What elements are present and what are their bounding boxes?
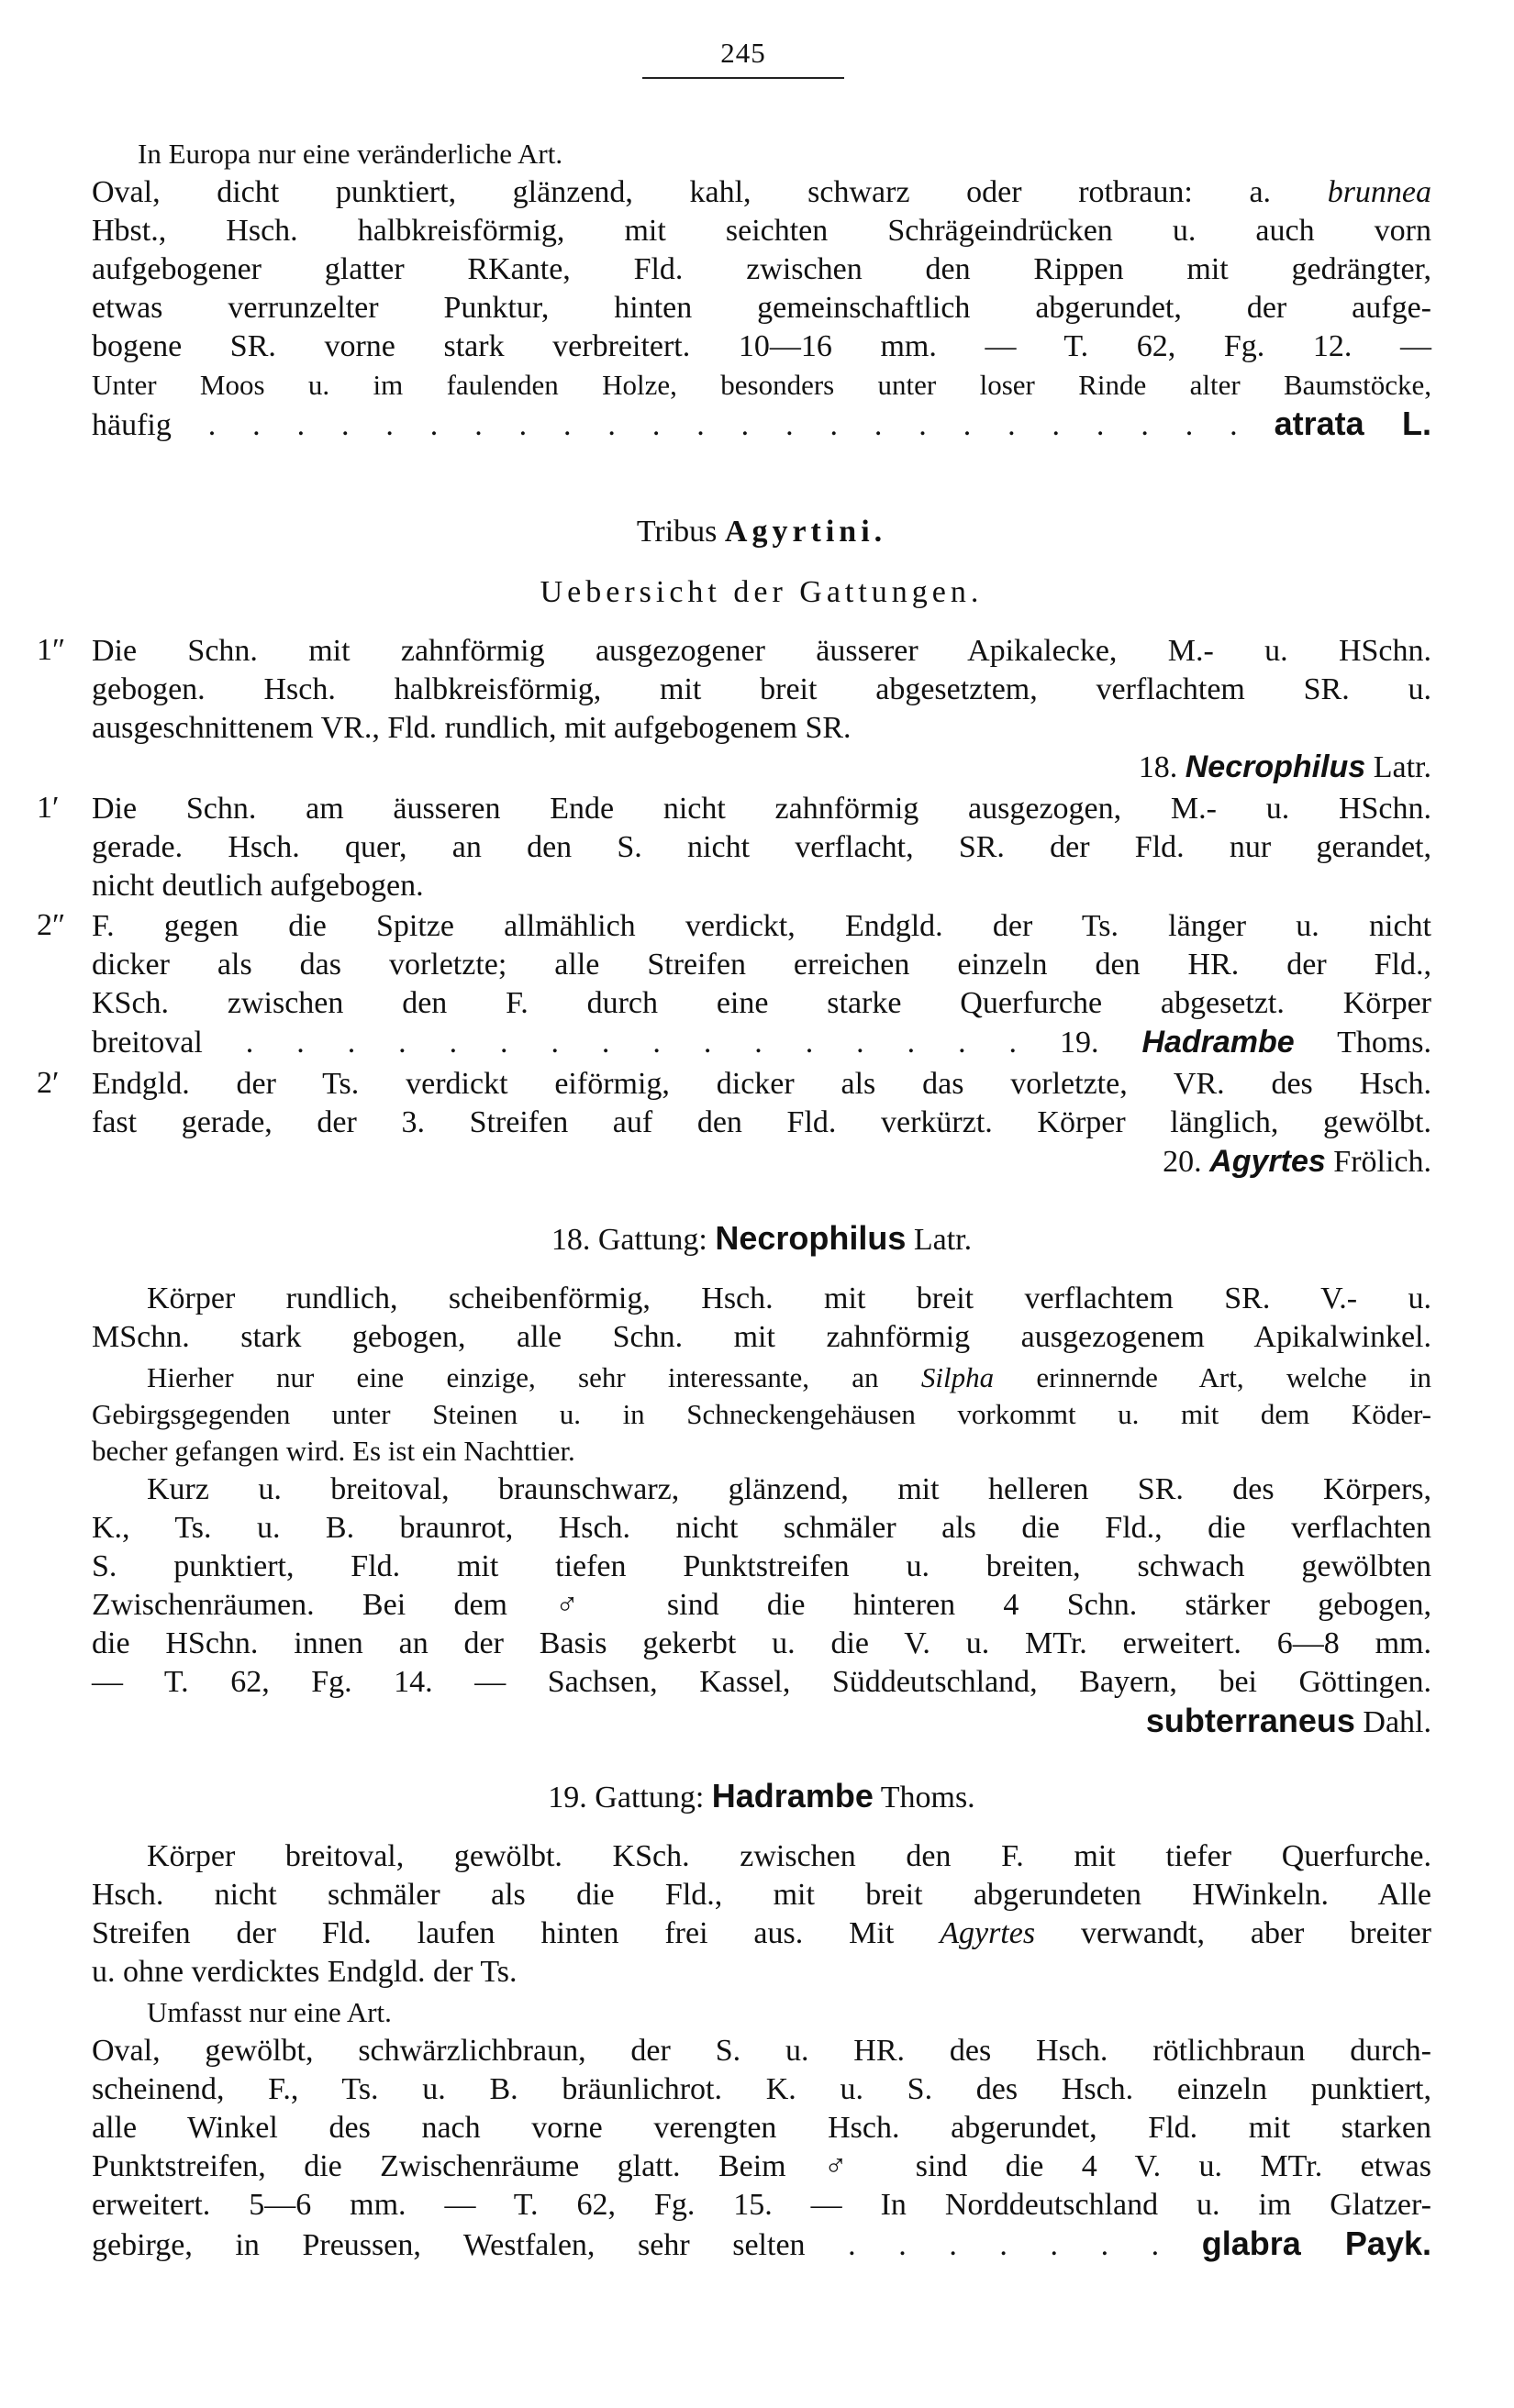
text-line: Körper rundlich, scheibenförmig, Hsch. mit breit verflachtem SR. V.- u. — [147, 1282, 1431, 1315]
text-line: etwas verrunzelter Punktur, hinten gemeinschaftlich abgerundet, der aufge- — [92, 291, 1431, 325]
page-number: 245 — [642, 37, 844, 79]
key-line: gerade. Hsch. quer, an den S. nicht verflacht, SR. der Fld. nur gerandet, — [92, 830, 1431, 864]
key-number: 2′ — [37, 1066, 60, 1100]
text-line: Hsch. nicht schmäler als die Fld., mit breit abgerundeten HWinkeln. Alle — [92, 1878, 1431, 1912]
text-line: aufgebogener glatter RKante, Fld. zwischen den Rippen mit gedrängter, — [92, 252, 1431, 286]
text-line: MSchn. stark gebogen, alle Schn. mit zahnförmig ausgezogenem Apikalwinkel. — [92, 1320, 1431, 1354]
genus-heading: 18. Gattung: Necrophilus Latr. — [551, 1219, 973, 1257]
text-line: — T. 62, Fg. 14. — Sachsen, Kassel, Süddeutschland, Bayern, bei Göttingen. — [92, 1665, 1431, 1699]
text-line: Oval, dicht punktiert, glänzend, kahl, schwarz oder rotbraun: a. brunnea — [92, 175, 1432, 209]
key-line: fast gerade, der 3. Streifen auf den Fld. verkürzt. Körper länglich, gewölbt. — [92, 1105, 1431, 1139]
key-line: nicht deutlich aufgebogen. — [92, 869, 424, 903]
text-line: Hbst., Hsch. halbkreisförmig, mit seichten Schrägeindrücken u. auch vorn — [92, 214, 1431, 248]
text-line: Umfasst nur eine Art. — [147, 1996, 392, 2028]
key-line: Endgld. der Ts. verdickt eiförmig, dicker als das vorletzte, VR. des Hsch. — [92, 1067, 1431, 1101]
key-line: Die Schn. am äusseren Ende nicht zahnförmig ausgezogen, M.- u. HSchn. — [92, 792, 1431, 826]
text-line: erweitert. 5—6 mm. — T. 62, Fg. 15. — In Norddeutschland u. im Glatzer- — [92, 2188, 1431, 2222]
species-name: subterraneus — [1145, 1702, 1355, 1739]
key-line: KSch. zwischen den F. durch eine starke Querfurche abgesetzt. Körper — [92, 986, 1431, 1020]
text-line: In Europa nur eine veränderliche Art. — [138, 138, 563, 170]
genus-heading: 19. Gattung: Hadrambe Thoms. — [548, 1777, 975, 1814]
species-line: häufig . . . . . . . . . . . . . . . . . . . . . . . . atrata L. — [92, 405, 1432, 442]
text-line: scheinend, F., Ts. u. B. bräunlichrot. K. u. S. des Hsch. einzeln punktiert, — [92, 2072, 1431, 2106]
species-name: atrata L. — [1274, 405, 1432, 442]
key-number: 2″ — [37, 908, 66, 942]
text-line: alle Winkel des nach vorne verengten Hsch. abgerundet, Fld. mit starken — [92, 2111, 1431, 2145]
tribus-heading: Tribus Agyrtini. — [636, 515, 887, 549]
key-line: dicker als das vorletzte; alle Streifen erreichen einzeln den HR. der Fld., — [92, 948, 1431, 982]
text-line: K., Ts. u. B. braunrot, Hsch. nicht schmäler als die Fld., die verflachten — [92, 1511, 1431, 1545]
key-result: 18. Necrophilus Latr. — [1138, 749, 1431, 784]
key-result: breitoval . . . . . . . . . . . . . . . . 19. Hadrambe Thoms. — [92, 1025, 1432, 1060]
species-name: glabra Payk. — [1201, 2225, 1431, 2262]
text-line: Streifen der Fld. laufen hinten frei aus. Mit Agyrtes verwandt, aber breiter — [92, 1916, 1432, 1950]
text-line: Gebirgsgegenden unter Steinen u. in Schneckengehäusen vorkommt u. mit dem Köder- — [92, 1398, 1431, 1430]
key-line: gebogen. Hsch. halbkreisförmig, mit breit abgesetztem, verflachtem SR. u. — [92, 672, 1431, 706]
key-number: 1′ — [37, 791, 60, 825]
text-line: Zwischenräumen. Bei dem ♂ sind die hinteren 4 Schn. stärker gebogen, — [92, 1588, 1431, 1622]
text-line: S. punktiert, Fld. mit tiefen Punktstreifen u. breiten, schwach gewölbten — [92, 1549, 1431, 1583]
text-line: u. ohne verdicktes Endgld. der Ts. — [92, 1955, 518, 1989]
key-line: ausgeschnittenem VR., Fld. rundlich, mit aufgebogenem SR. — [92, 711, 852, 745]
text-line: Punktstreifen, die Zwischenräume glatt. Beim ♂ sind die 4 V. u. MTr. etwas — [92, 2149, 1431, 2183]
key-line: F. gegen die Spitze allmählich verdickt, Endgld. der Ts. länger u. nicht — [92, 909, 1431, 943]
key-result: 20. Agyrtes Frölich. — [1163, 1144, 1431, 1179]
text-line: Unter Moos u. im faulenden Holze, besonders unter loser Rinde alter Baumstöcke, — [92, 369, 1431, 401]
text-line: die HSchn. innen an der Basis gekerbt u. die V. u. MTr. erweitert. 6—8 mm. — [92, 1626, 1431, 1660]
key-line: Die Schn. mit zahnförmig ausgezogener äusserer Apikalecke, M.- u. HSchn. — [92, 634, 1431, 668]
key-heading: Uebersicht der Gattungen. — [540, 575, 984, 609]
text-line: bogene SR. vorne stark verbreitert. 10—16 mm. — T. 62, Fg. 12. — — [92, 329, 1431, 363]
species-line: subterraneus Dahl. — [1145, 1702, 1431, 1739]
key-number: 1″ — [37, 633, 66, 667]
text-line: Körper breitoval, gewölbt. KSch. zwischen den F. mit tiefer Querfurche. — [147, 1839, 1431, 1873]
text-line: Oval, gewölbt, schwärzlichbraun, der S. u. HR. des Hsch. rötlichbraun durch- — [92, 2034, 1431, 2068]
text-line: Hierher nur eine einzige, sehr interessante, an Silpha erinnernde Art, welche in — [147, 1361, 1432, 1393]
species-line: gebirge, in Preussen, Westfalen, sehr selten . . . . . . . glabra Payk. — [92, 2225, 1431, 2262]
text-line: becher gefangen wird. Es ist ein Nachttier. — [92, 1435, 575, 1467]
text-line: Kurz u. breitoval, braunschwarz, glänzend, mit helleren SR. des Körpers, — [147, 1472, 1431, 1506]
